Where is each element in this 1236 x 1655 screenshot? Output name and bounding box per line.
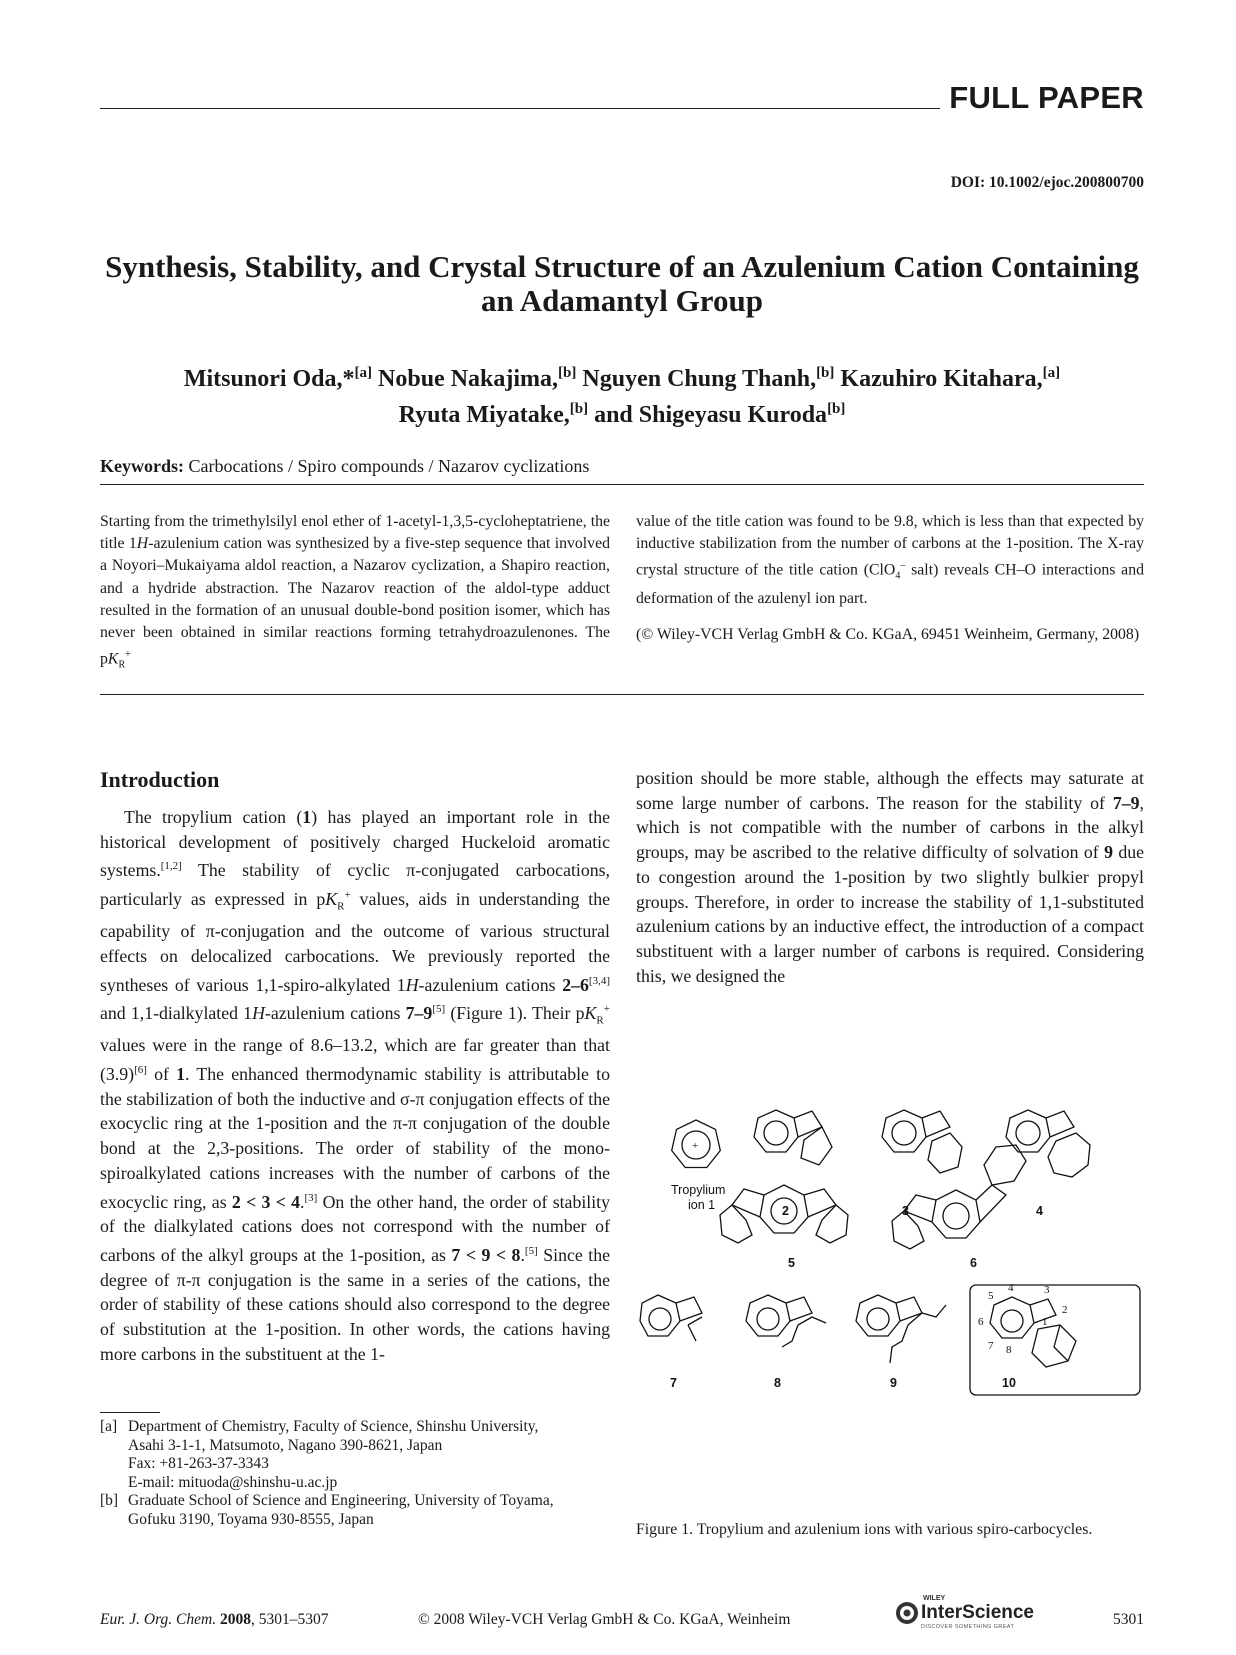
section-label: FULL PAPER (949, 80, 1144, 115)
abstract-left-column: Starting from the trimethylsilyl enol ether of 1-acetyl-1,3,5-cycloheptatriene, the title 1H-azulenium cation was synthesized by a five-step sequence that involved a Noyori–Mukaiyama aldol reaction, a Nazarov cyclization, a Shapiro reaction, and a hydride abstraction. The Nazarov reaction of the aldol-type adduct resulted in the formation of an unusual double-bond position isomer, which has never been obtained in similar reactions forming tetrahydroazulenones. The $pK_R^+$ (100, 513, 610, 671)
footer-copyright: © 2008 Wiley-VCH Verlag GmbH & Co. KGaA, Weinheim (418, 1611, 791, 1628)
svg-text:4: 4 (1036, 1204, 1043, 1218)
structure-9 (856, 1295, 946, 1390)
author: Ryuta Miyatake,[b] (398, 401, 589, 428)
svg-text:6: 6 (978, 1316, 984, 1328)
footnote-rule (100, 1412, 160, 1413)
footer-journal: Eur. J. Org. Chem. 2008, 5301–5307 (100, 1611, 329, 1628)
affiliation-b: [b] Graduate School of Science and Engineering, University of Toyama, Gofuku 3190, Toyama 930-8555, Japan (100, 1492, 554, 1528)
svg-text:5: 5 (988, 1290, 994, 1302)
svg-text:1: 1 (1042, 1316, 1048, 1328)
intro-right-column: position should be more stable, although the effects may saturate at some large number of carbons. The reason for the stability of 7–9, which is not compatible with the number of carbons in the alkyl groups, may be ascribed to the relative difficulty of solvation of 9 due to congestion around the 1-position by two slightly bulkier propyl groups. Therefore, in order to increase the stability of 1,1-substituted azulenium cations by an inductive effect, the introduction of a compact substituent with a larger number of carbons is required. Considering this, we designed the (636, 768, 1144, 986)
svg-text:10: 10 (1002, 1376, 1016, 1390)
svg-text:InterScience: InterScience (921, 1602, 1034, 1623)
author-list (100, 358, 1144, 430)
keywords-label: Keywords: (100, 456, 184, 476)
affiliations (100, 1418, 610, 1530)
svg-text:DISCOVER SOMETHING GREAT: DISCOVER SOMETHING GREAT (921, 1624, 1015, 1630)
author: Mitsunori Oda,*[a] (183, 365, 373, 392)
structure-4 (1006, 1110, 1090, 1218)
svg-text:3: 3 (902, 1204, 909, 1218)
page-number: 5301 (1113, 1611, 1144, 1628)
keywords (100, 456, 589, 477)
author: and Shigeyasu Kuroda[b] (594, 401, 846, 428)
interscience-logo-icon (893, 1591, 1043, 1633)
structure-8 (746, 1295, 826, 1390)
interscience-logo (893, 1591, 1043, 1638)
doi: DOI: 10.1002/ejoc.200800700 (950, 174, 1144, 191)
svg-text:4: 4 (1008, 1282, 1014, 1294)
svg-text:7: 7 (670, 1376, 677, 1390)
svg-text:8: 8 (774, 1376, 781, 1390)
structure-1 (671, 1120, 725, 1212)
svg-text:WILEY: WILEY (923, 1595, 946, 1602)
svg-text:+: + (692, 1140, 699, 1152)
author: Nobue Nakajima,[b] (378, 365, 577, 392)
svg-text:2: 2 (782, 1204, 789, 1218)
author: Nguyen Chung Thanh,[b] (582, 365, 835, 392)
abstract-right-column: value of the title cation was found to be 9.8, which is less than that expected by inductive stabilization from the number of carbons at the 1-position. The X-ray crystal structure of the title cation (ClO$_4$– salt) reveals CH–O interactions and deformation of the azulenyl ion part. (© Wiley-VCH Verlag GmbH & Co. KGaA, 69451 Weinheim, Germany, 2008) (636, 511, 1144, 646)
abstract-top-rule (100, 484, 1144, 485)
svg-text:6: 6 (970, 1256, 977, 1270)
structure-3 (882, 1110, 962, 1218)
svg-text:9: 9 (890, 1376, 897, 1390)
svg-text:2: 2 (1062, 1304, 1068, 1316)
svg-text:3: 3 (1044, 1284, 1050, 1296)
abstract-copyright: (© Wiley-VCH Verlag GmbH & Co. KGaA, 69451 Weinheim, Germany, 2008) (636, 626, 1140, 644)
svg-text:8: 8 (1006, 1344, 1012, 1356)
svg-text:5: 5 (788, 1256, 795, 1270)
paper-title: Synthesis, Stability, and Crystal Structure of an Azulenium Cation Containing an Adamantyl Group (105, 249, 1139, 318)
keywords-value: Carbocations / Spiro compounds / Nazarov cyclizations (188, 456, 590, 476)
abstract-bottom-rule (100, 694, 1144, 695)
figure-caption: Figure 1. Tropylium and azulenium ions with various spiro-carbocycles. (636, 1521, 1093, 1538)
svg-text:7: 7 (988, 1340, 994, 1352)
header-rule (100, 108, 940, 109)
structure-7 (640, 1295, 702, 1390)
svg-text:Tropylium: Tropylium (671, 1183, 726, 1197)
structure-5 (720, 1185, 848, 1270)
svg-text:ion 1: ion 1 (688, 1198, 716, 1212)
affiliation-a: [a] Department of Chemistry, Faculty of Science, Shinshu University, Asahi 3-1-1, Matsumoto, Nagano 390-8621, Japan Fax: +81-263-37-3343 E-mail: mituoda@shinshu-u.ac.jp (100, 1418, 539, 1491)
section-heading: Introduction (100, 767, 220, 792)
author: Kazuhiro Kitahara,[a] (840, 365, 1061, 392)
intro-left-column: The tropylium cation (1) has played an important role in the historical development of positively charged Huckeloid aromatic systems.[1,2] The stability of cyclic π-conjugated carbocations, particularly as expressed in $pK_R^+$ values, aids in understanding the capability of π-conjugation and the outcome of various structural effects on delocalized carbocations. We previously reported the syntheses of various 1,1-spiro-alkylated 1H-azulenium cations 2–6[3,4] and 1,1-dialkylated 1H-azulenium cations 7–9[5] (Figure 1). Their $pK_R^+$ values were in the range of 8.6–13.2, which are far greater than that (3.9)[6] of 1. The enhanced thermodynamic stability is attributable to the stabilization of both the inductive and σ-π conjugation effects of the exocyclic ring at the 1-position and the π-π conjugation of the double bond at the 2,3-positions. The order of stability of the mono-spiroalkylated cations increases with the number of carbons of the exocyclic ring, as 2 < 3 < 4.[3] On the other hand, the order of stability of the dialkylated cations does not correspond with the number of carbons of the alkyl groups at the 1-position, as 7 < 9 < 8.[5] Since the degree of π-π conjugation is the same in a series of the cations, the order of stability of these cations should also correspond to the degree of substitution at the 1-position. In other words, the cations having more carbons in the substituent at the 1- (100, 807, 611, 1364)
structure-10 (970, 1282, 1140, 1395)
figure-1 (636, 1085, 1144, 1505)
